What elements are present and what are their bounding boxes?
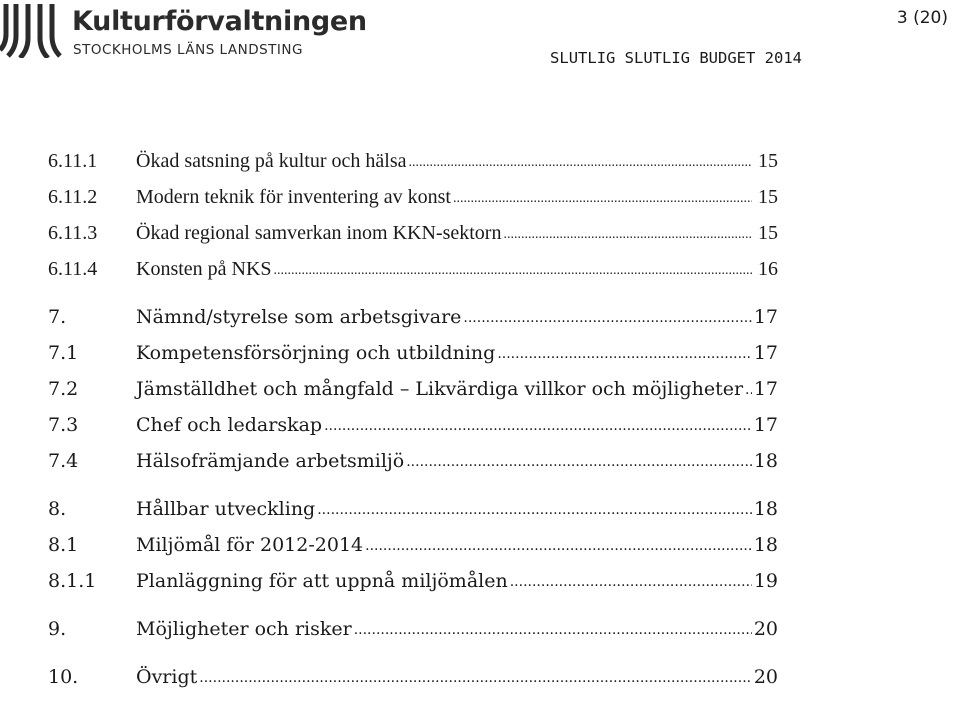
- toc-entry-title: Miljömål för 2012-2014: [136, 534, 364, 556]
- toc-entry-number: 6.11.4: [48, 258, 98, 280]
- toc-entry-title: Modern teknik för inventering av konst: [136, 186, 451, 208]
- toc-entry[interactable]: [48, 498, 778, 534]
- toc-entry-number: 9.: [48, 618, 67, 640]
- document-label: SLUTLIG SLUTLIG BUDGET 2014: [550, 49, 802, 67]
- toc-entry-number: 10.: [48, 666, 79, 688]
- toc-dot-leader: [463, 310, 751, 326]
- toc-dot-leader: [409, 155, 753, 171]
- toc-dot-leader: [510, 574, 752, 590]
- toc-entry-number: 6.11.1: [48, 150, 98, 172]
- organization-name: Kulturförvaltningen: [72, 6, 367, 37]
- toc-entry-page: 17: [753, 306, 778, 328]
- page-header: [0, 0, 960, 80]
- toc-entry-number: 8.1: [48, 534, 79, 556]
- toc-entry-page: 18: [753, 450, 778, 472]
- toc-entry-page: 18: [753, 534, 778, 556]
- toc-dot-leader: [354, 622, 752, 638]
- toc-entry-title: Möjligheter och risker: [136, 618, 352, 640]
- toc-entry-page: 20: [753, 666, 778, 688]
- toc-entry[interactable]: [48, 534, 778, 570]
- toc-entry-page: 17: [753, 342, 778, 364]
- toc-entry[interactable]: [48, 378, 778, 414]
- toc-entry-title: Ökad regional samverkan inom KKN-sektorn: [136, 222, 502, 244]
- toc-entry-number: 7.1: [48, 342, 79, 364]
- toc-entry[interactable]: [48, 150, 778, 186]
- toc-entry[interactable]: [48, 450, 778, 486]
- toc-entry[interactable]: [48, 666, 778, 702]
- toc-entry-title: Hälsofrämjande arbetsmiljö: [136, 450, 405, 472]
- toc-entry-page: 19: [753, 570, 778, 592]
- toc-entry-title: Nämnd/styrelse som arbetsgivare: [136, 306, 462, 328]
- toc-entry[interactable]: [48, 414, 778, 450]
- toc-entry-page: 17: [753, 414, 778, 436]
- organization-subtitle: STOCKHOLMS LÄNS LANDSTING: [73, 42, 303, 58]
- toc-entry-number: 8.1.1: [48, 570, 97, 592]
- toc-entry-number: 7.2: [48, 378, 79, 400]
- toc-entry-number: 7.: [48, 306, 67, 328]
- toc-entry-number: 8.: [48, 498, 67, 520]
- toc-entry-number: 6.11.2: [48, 186, 98, 208]
- toc-entry-title: Övrigt: [136, 666, 198, 688]
- toc-entry-title: Chef och ledarskap: [136, 414, 323, 436]
- toc-entry[interactable]: [48, 618, 778, 654]
- toc-entry-title: Kompetensförsörjning och utbildning: [136, 342, 496, 364]
- toc-entry[interactable]: [48, 342, 778, 378]
- toc-entry-page: 16: [758, 258, 778, 280]
- toc-entry[interactable]: [48, 186, 778, 222]
- toc-entry[interactable]: [48, 222, 778, 258]
- toc-entry-page: 15: [758, 186, 778, 208]
- toc-entry-page: 17: [753, 378, 778, 400]
- table-of-contents: [48, 150, 778, 702]
- toc-dot-leader: [406, 454, 752, 470]
- toc-dot-leader: [324, 418, 752, 434]
- toc-entry[interactable]: [48, 306, 778, 342]
- sll-logo-icon: [0, 4, 64, 58]
- toc-entry-title: Jämställdhet och mångfald – Likvärdiga villkor och möjligheter: [136, 378, 744, 400]
- toc-dot-leader: [365, 538, 752, 554]
- toc-entry-title: Planläggning för att uppnå miljömålen: [136, 570, 508, 592]
- toc-entry-page: 15: [758, 150, 778, 172]
- page-number: 3 (20): [896, 8, 948, 28]
- toc-entry-page: 18: [753, 498, 778, 520]
- toc-entry-number: 7.4: [48, 450, 79, 472]
- toc-entry[interactable]: [48, 258, 778, 294]
- toc-entry[interactable]: [48, 570, 778, 606]
- toc-entry-title: Konsten på NKS: [136, 258, 272, 280]
- toc-dot-leader: [503, 227, 752, 243]
- toc-entry-title: Ökad satsning på kultur och hälsa: [136, 150, 407, 172]
- toc-dot-leader: [745, 382, 752, 398]
- toc-entry-page: 20: [753, 618, 778, 640]
- toc-entry-number: 7.3: [48, 414, 79, 436]
- toc-dot-leader: [274, 263, 752, 279]
- toc-entry-page: 15: [758, 222, 778, 244]
- toc-dot-leader: [317, 502, 752, 518]
- toc-entry-number: 6.11.3: [48, 222, 98, 244]
- toc-dot-leader: [497, 346, 752, 362]
- toc-entry-title: Hållbar utveckling: [136, 498, 316, 520]
- toc-dot-leader: [453, 191, 752, 207]
